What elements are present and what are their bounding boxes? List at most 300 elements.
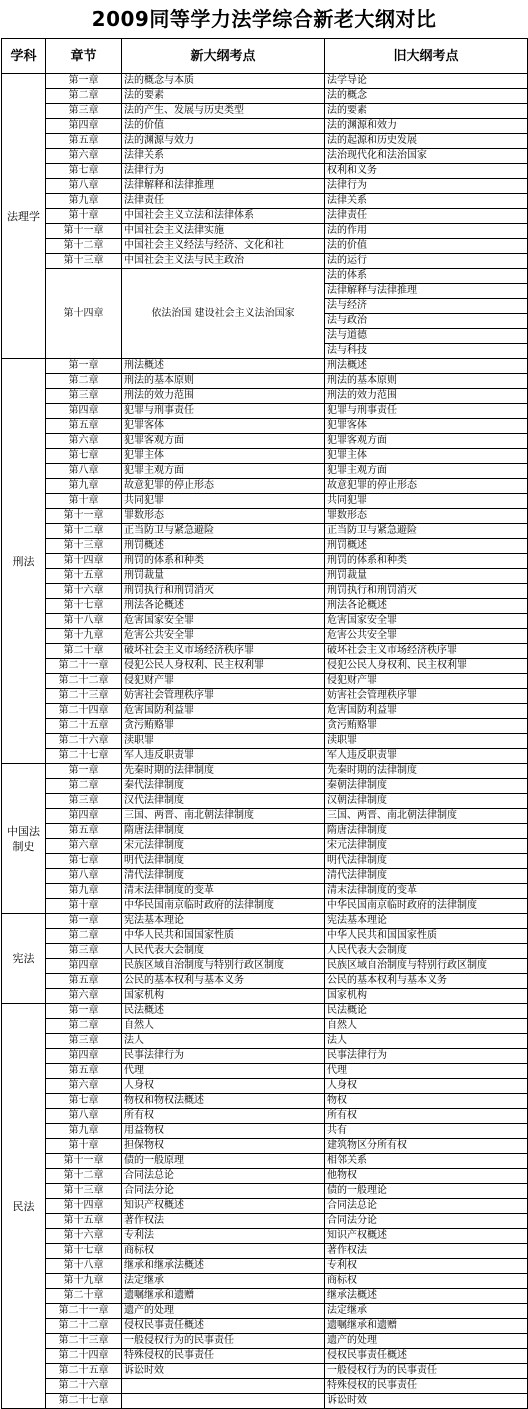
chapter-cell: 第九章: [46, 1124, 122, 1139]
old-outline-cell: 妨害社会管理秩序罪: [325, 689, 528, 704]
chapter-cell: 第六章: [46, 1079, 122, 1094]
new-outline-cell: 法人: [122, 1034, 325, 1049]
table-row: [2, 1274, 528, 1289]
chapter-cell: 第十四章: [46, 269, 122, 359]
header-old-outline: 旧大纲考点: [325, 39, 528, 74]
chapter-cell: 第二章: [46, 89, 122, 104]
old-outline-cell: 刑法各论概述: [325, 599, 528, 614]
new-outline-cell: 特殊侵权的民事责任: [122, 1349, 325, 1364]
old-outline-cell: 刑罚概述: [325, 539, 528, 554]
old-outline-cell: 法的运行: [325, 254, 528, 269]
old-outline-cell: 法的起源和历史发展: [325, 134, 528, 149]
new-outline-cell: 犯罪客观方面: [122, 434, 325, 449]
new-outline-cell: 刑法的基本原则: [122, 374, 325, 389]
old-outline-cell: 特殊侵权的民事责任: [325, 1379, 528, 1394]
chapter-cell: 第八章: [46, 869, 122, 884]
table-row: [2, 599, 528, 614]
table-row: [2, 794, 528, 809]
old-outline-cell: 刑法概述: [325, 359, 528, 374]
chapter-cell: 第十章: [46, 1139, 122, 1154]
chapter-cell: 第二章: [46, 1019, 122, 1034]
old-outline-cell: 先秦时期的法律制度: [325, 764, 528, 779]
old-outline-cell: 商标权: [325, 1274, 528, 1289]
chapter-cell: 第九章: [46, 479, 122, 494]
new-outline-cell: 代理: [122, 1064, 325, 1079]
table-row: [2, 449, 528, 464]
new-outline-cell: 侵犯公民人身权利、民主权利罪: [122, 659, 325, 674]
chapter-cell: 第三章: [46, 794, 122, 809]
chapter-cell: 第六章: [46, 434, 122, 449]
table-row: [2, 134, 528, 149]
new-outline-cell: 商标权: [122, 1244, 325, 1259]
new-outline-cell: 隋唐法律制度: [122, 824, 325, 839]
table-row: [2, 824, 528, 839]
old-outline-cell: 侵权民事责任概述: [325, 1349, 528, 1364]
new-outline-cell: 刑法概述: [122, 359, 325, 374]
new-outline-cell: 军人违反职责罪: [122, 749, 325, 764]
old-outline-cell: 人身权: [325, 1079, 528, 1094]
table-row: [2, 359, 528, 374]
table-row: [2, 1349, 528, 1364]
table-row: [2, 479, 528, 494]
table-row: [2, 779, 528, 794]
new-outline-cell: 民事法律行为: [122, 1049, 325, 1064]
new-outline-cell: 依法治国 建设社会主义法治国家: [122, 269, 325, 359]
old-outline-cell: 法的作用: [325, 224, 528, 239]
header-subject: 学科: [2, 39, 46, 74]
new-outline-cell: 中国社会主义立法和法律体系: [122, 209, 325, 224]
old-outline-cell: 刑罚执行和刑罚消灭: [325, 584, 528, 599]
chapter-cell: 第十一章: [46, 1154, 122, 1169]
new-outline-cell: 犯罪与刑事责任: [122, 404, 325, 419]
new-outline-cell: 犯罪客体: [122, 419, 325, 434]
header-new-outline: 新大纲考点: [122, 39, 325, 74]
table-row: [2, 1049, 528, 1064]
table-row: [2, 389, 528, 404]
new-outline-cell: 共同犯罪: [122, 494, 325, 509]
old-outline-cell: 犯罪主观方面: [325, 464, 528, 479]
table-row: [2, 374, 528, 389]
table-row: [2, 1214, 528, 1229]
old-outline-cell: 清代法律制度: [325, 869, 528, 884]
chapter-cell: 第一章: [46, 74, 122, 89]
table-row: [2, 434, 528, 449]
new-outline-cell: 法律关系: [122, 149, 325, 164]
new-outline-cell: 刑罚裁量: [122, 569, 325, 584]
old-outline-cell: 合同法分论: [325, 1214, 528, 1229]
new-outline-cell: 法的价值: [122, 119, 325, 134]
chapter-cell: 第五章: [46, 419, 122, 434]
chapter-cell: 第二十章: [46, 644, 122, 659]
table-row: [2, 1334, 528, 1349]
chapter-cell: 第五章: [46, 1064, 122, 1079]
old-outline-cell: 中华人民共和国国家性质: [325, 929, 528, 944]
old-outline-cell: 民族区域自治制度与特别行政区制度: [325, 959, 528, 974]
table-row: [2, 944, 528, 959]
old-outline-cell: 法律责任: [325, 209, 528, 224]
chapter-cell: 第十四章: [46, 554, 122, 569]
table-row: [2, 614, 528, 629]
table-row: [2, 89, 528, 104]
new-outline-cell: 刑罚执行和刑罚消灭: [122, 584, 325, 599]
table-row: [2, 524, 528, 539]
subject-cell: 宪法: [2, 914, 46, 1004]
new-outline-cell: 所有权: [122, 1109, 325, 1124]
table-row: [2, 689, 528, 704]
table-row: [2, 1109, 528, 1124]
table-row: [2, 1094, 528, 1109]
table-row: [2, 494, 528, 509]
chapter-cell: 第九章: [46, 884, 122, 899]
new-outline-cell: 中国社会主义法与民主政治: [122, 254, 325, 269]
chapter-cell: 第七章: [46, 854, 122, 869]
table-row: [2, 74, 528, 89]
table-row: [2, 179, 528, 194]
old-outline-cell: 隋唐法律制度: [325, 824, 528, 839]
old-outline-cell: 物权: [325, 1094, 528, 1109]
new-outline-cell: 法的概念与本质: [122, 74, 325, 89]
new-outline-cell: 破坏社会主义市场经济秩序罪: [122, 644, 325, 659]
new-outline-cell: 清代法律制度: [122, 869, 325, 884]
table-row: [2, 659, 528, 674]
chapter-cell: 第十三章: [46, 1184, 122, 1199]
table-row: [2, 764, 528, 779]
subject-cell: 法理学: [2, 74, 46, 359]
table-row: [2, 254, 528, 269]
old-outline-cell: 诉讼时效: [325, 1394, 528, 1409]
table-row: [2, 509, 528, 524]
table-row: [2, 1259, 528, 1274]
new-outline-cell: 三国、两晋、南北朝法律制度: [122, 809, 325, 824]
table-row: [2, 209, 528, 224]
table-row: [2, 809, 528, 824]
table-row: [2, 1124, 528, 1139]
old-outline-cell: 明代法律制度: [325, 854, 528, 869]
table-row: [2, 734, 528, 749]
new-outline-cell: 刑罚的体系和种类: [122, 554, 325, 569]
old-outline-cell: 民法概论: [325, 1004, 528, 1019]
table-row: [2, 959, 528, 974]
chapter-cell: 第四章: [46, 959, 122, 974]
chapter-cell: 第十二章: [46, 239, 122, 254]
table-row: [2, 1139, 528, 1154]
old-outline-cell: 刑法的效力范围: [325, 389, 528, 404]
chapter-cell: 第四章: [46, 119, 122, 134]
old-outline-cell: 著作权法: [325, 1244, 528, 1259]
old-outline-cell: 民事法律行为: [325, 1049, 528, 1064]
chapter-cell: 第十一章: [46, 509, 122, 524]
chapter-cell: 第二十四章: [46, 704, 122, 719]
chapter-cell: 第十章: [46, 494, 122, 509]
chapter-cell: 第三章: [46, 1034, 122, 1049]
table-row: [2, 1364, 528, 1379]
chapter-cell: 第九章: [46, 194, 122, 209]
old-outline-cell: 国家机构: [325, 989, 528, 1004]
old-outline-cell: 所有权: [325, 1109, 528, 1124]
new-outline-cell: 遗产的处理: [122, 1304, 325, 1319]
old-outline-cell: 三国、两晋、南北朝法律制度: [325, 809, 528, 824]
new-outline-cell: 一般侵权行为的民事责任: [122, 1334, 325, 1349]
old-outline-cell: 法律关系: [325, 194, 528, 209]
old-outline-cell: 宋元法律制度: [325, 839, 528, 854]
table-row: [2, 1154, 528, 1169]
old-outline-cell: 正当防卫与紧急避险: [325, 524, 528, 539]
chapter-cell: 第四章: [46, 404, 122, 419]
table-row: [2, 719, 528, 734]
table-row: [2, 104, 528, 119]
table-row: [2, 164, 528, 179]
table-row: [2, 419, 528, 434]
table-row: [2, 1034, 528, 1049]
old-outline-cell: 渎职罪: [325, 734, 528, 749]
chapter-cell: 第二十七章: [46, 1394, 122, 1409]
table-row: [2, 914, 528, 929]
old-outline-cell: 危害公共安全罪: [325, 629, 528, 644]
old-outline-cell: 危害国家安全罪: [325, 614, 528, 629]
new-outline-cell: 债的一般原理: [122, 1154, 325, 1169]
table-row: [2, 539, 528, 554]
new-outline-cell: 危害国家安全罪: [122, 614, 325, 629]
new-outline-cell: 国家机构: [122, 989, 325, 1004]
old-outline-cell: 法律解释与法律推理: [325, 284, 528, 299]
new-outline-cell: [122, 1394, 325, 1409]
chapter-cell: 第十七章: [46, 1244, 122, 1259]
table-row: [2, 749, 528, 764]
chapter-cell: 第二十三章: [46, 689, 122, 704]
old-outline-cell: 犯罪与刑事责任: [325, 404, 528, 419]
subject-cell: 中国法制史: [2, 764, 46, 914]
new-outline-cell: 中国社会主义法律实施: [122, 224, 325, 239]
old-outline-cell: 清末法律制度的变革: [325, 884, 528, 899]
old-outline-cell: 法与科技: [325, 344, 528, 359]
chapter-cell: 第二十五章: [46, 719, 122, 734]
chapter-cell: 第七章: [46, 449, 122, 464]
chapter-cell: 第五章: [46, 974, 122, 989]
chapter-cell: 第一章: [46, 914, 122, 929]
old-outline-cell: 犯罪主体: [325, 449, 528, 464]
chapter-cell: 第八章: [46, 179, 122, 194]
old-outline-cell: 人民代表大会制度: [325, 944, 528, 959]
table-row: [2, 404, 528, 419]
chapter-cell: 第十章: [46, 209, 122, 224]
new-outline-cell: 犯罪主观方面: [122, 464, 325, 479]
old-outline-cell: 相邻关系: [325, 1154, 528, 1169]
old-outline-cell: 秦朝法律制度: [325, 779, 528, 794]
new-outline-cell: 知识产权概述: [122, 1199, 325, 1214]
chapter-cell: 第八章: [46, 1109, 122, 1124]
old-outline-cell: 法的渊源和效力: [325, 119, 528, 134]
chapter-cell: 第二十六章: [46, 1379, 122, 1394]
old-outline-cell: 刑罚的体系和种类: [325, 554, 528, 569]
new-outline-cell: 宪法基本理论: [122, 914, 325, 929]
table-row: [2, 869, 528, 884]
chapter-cell: 第一章: [46, 1004, 122, 1019]
chapter-cell: 第四章: [46, 809, 122, 824]
new-outline-cell: 刑法各论概述: [122, 599, 325, 614]
old-outline-cell: 代理: [325, 1064, 528, 1079]
chapter-cell: 第二章: [46, 779, 122, 794]
old-outline-cell: 法定继承: [325, 1304, 528, 1319]
new-outline-cell: [122, 1379, 325, 1394]
chapter-cell: 第十六章: [46, 1229, 122, 1244]
chapter-cell: 第二十二章: [46, 1319, 122, 1334]
chapter-cell: 第六章: [46, 989, 122, 1004]
chapter-cell: 第十四章: [46, 1199, 122, 1214]
chapter-cell: 第十七章: [46, 599, 122, 614]
table-row: [2, 464, 528, 479]
chapter-cell: 第二十四章: [46, 1349, 122, 1364]
old-outline-cell: 一般侵权行为的民事责任: [325, 1364, 528, 1379]
old-outline-cell: 故意犯罪的停止形态: [325, 479, 528, 494]
table-row: [2, 569, 528, 584]
header-chapter: 章节: [46, 39, 122, 74]
table-row: [2, 1319, 528, 1334]
table-row: [2, 1169, 528, 1184]
chapter-cell: 第十九章: [46, 1274, 122, 1289]
table-row: [2, 629, 528, 644]
table-row: [2, 1394, 528, 1409]
old-outline-cell: 继承法概述: [325, 1289, 528, 1304]
chapter-cell: 第十三章: [46, 539, 122, 554]
new-outline-cell: 渎职罪: [122, 734, 325, 749]
new-outline-cell: 中华民国南京临时政府的法律制度: [122, 899, 325, 914]
table-row: [2, 1064, 528, 1079]
table-row: [2, 554, 528, 569]
new-outline-cell: 贪污贿赂罪: [122, 719, 325, 734]
new-outline-cell: 著作权法: [122, 1214, 325, 1229]
new-outline-cell: 法律解释和法律推理: [122, 179, 325, 194]
chapter-cell: 第十一章: [46, 224, 122, 239]
old-outline-cell: 贪污贿赂罪: [325, 719, 528, 734]
new-outline-cell: 法的渊源与效力: [122, 134, 325, 149]
new-outline-cell: 秦代法律制度: [122, 779, 325, 794]
old-outline-cell: 法人: [325, 1034, 528, 1049]
old-outline-cell: 共有: [325, 1124, 528, 1139]
table-row: [2, 989, 528, 1004]
table-row: [2, 674, 528, 689]
new-outline-cell: 正当防卫与紧急避险: [122, 524, 325, 539]
chapter-cell: 第三章: [46, 104, 122, 119]
old-outline-cell: 危害国防利益罪: [325, 704, 528, 719]
table-body: [2, 74, 528, 1409]
old-outline-cell: 权利和义务: [325, 164, 528, 179]
chapter-cell: 第十章: [46, 899, 122, 914]
chapter-cell: 第七章: [46, 164, 122, 179]
table-row: [2, 269, 528, 284]
old-outline-cell: 知识产权概述: [325, 1229, 528, 1244]
chapter-cell: 第五章: [46, 134, 122, 149]
chapter-cell: 第十三章: [46, 254, 122, 269]
chapter-cell: 第一章: [46, 359, 122, 374]
old-outline-cell: 破坏社会主义市场经济秩序罪: [325, 644, 528, 659]
chapter-cell: 第十九章: [46, 629, 122, 644]
chapter-cell: 第二十一章: [46, 1304, 122, 1319]
old-outline-cell: 法的要素: [325, 104, 528, 119]
chapter-cell: 第五章: [46, 824, 122, 839]
table-row: [2, 974, 528, 989]
new-outline-cell: 先秦时期的法律制度: [122, 764, 325, 779]
old-outline-cell: 宪法基本理论: [325, 914, 528, 929]
table-row: [2, 1004, 528, 1019]
old-outline-cell: 刑罚裁量: [325, 569, 528, 584]
new-outline-cell: 法定继承: [122, 1274, 325, 1289]
new-outline-cell: 中国社会主义经法与经济、文化和社: [122, 239, 325, 254]
chapter-cell: 第二十章: [46, 1289, 122, 1304]
old-outline-cell: 自然人: [325, 1019, 528, 1034]
chapter-cell: 第十五章: [46, 569, 122, 584]
new-outline-cell: 民法概述: [122, 1004, 325, 1019]
chapter-cell: 第二十五章: [46, 1364, 122, 1379]
old-outline-cell: 法与经济: [325, 299, 528, 314]
new-outline-cell: 法律行为: [122, 164, 325, 179]
table-row: [2, 644, 528, 659]
new-outline-cell: 明代法律制度: [122, 854, 325, 869]
new-outline-cell: 宋元法律制度: [122, 839, 325, 854]
new-outline-cell: 故意犯罪的停止形态: [122, 479, 325, 494]
table-row: [2, 1379, 528, 1394]
old-outline-cell: 共同犯罪: [325, 494, 528, 509]
new-outline-cell: 用益物权: [122, 1124, 325, 1139]
old-outline-cell: 建筑物区分所有权: [325, 1139, 528, 1154]
chapter-cell: 第八章: [46, 464, 122, 479]
table-row: [2, 1304, 528, 1319]
new-outline-cell: 犯罪主体: [122, 449, 325, 464]
table-row: [2, 1229, 528, 1244]
table-row: [2, 899, 528, 914]
page-title: 2009同等学力法学综合新老大纲对比: [91, 7, 437, 31]
table-row: [2, 239, 528, 254]
chapter-cell: 第二十三章: [46, 1334, 122, 1349]
chapter-cell: 第四章: [46, 1049, 122, 1064]
chapter-cell: 第十八章: [46, 1259, 122, 1274]
new-outline-cell: 专利法: [122, 1229, 325, 1244]
table-row: [2, 884, 528, 899]
table-row: [2, 1289, 528, 1304]
table-row: [2, 149, 528, 164]
old-outline-cell: 专利权: [325, 1259, 528, 1274]
chapter-cell: 第三章: [46, 944, 122, 959]
new-outline-cell: 罪数形态: [122, 509, 325, 524]
chapter-cell: 第三章: [46, 389, 122, 404]
chapter-cell: 第十二章: [46, 1169, 122, 1184]
chapter-cell: 第十五章: [46, 1214, 122, 1229]
header-row: [2, 39, 528, 74]
new-outline-cell: 危害国防利益罪: [122, 704, 325, 719]
new-outline-cell: 自然人: [122, 1019, 325, 1034]
new-outline-cell: 合同法总论: [122, 1169, 325, 1184]
subject-cell: 刑法: [2, 359, 46, 764]
old-outline-cell: 遗产的处理: [325, 1334, 528, 1349]
new-outline-cell: 刑罚概述: [122, 539, 325, 554]
old-outline-cell: 侵犯财产罪: [325, 674, 528, 689]
new-outline-cell: 侵权民事责任概述: [122, 1319, 325, 1334]
old-outline-cell: 军人违反职责罪: [325, 749, 528, 764]
chapter-cell: 第二十二章: [46, 674, 122, 689]
new-outline-cell: 继承和继承法概述: [122, 1259, 325, 1274]
new-outline-cell: 担保物权: [122, 1139, 325, 1154]
chapter-cell: 第十二章: [46, 524, 122, 539]
new-outline-cell: 合同法分论: [122, 1184, 325, 1199]
subject-cell: 民法: [2, 1004, 46, 1409]
old-outline-cell: 法的概念: [325, 89, 528, 104]
new-outline-cell: 清末法律制度的变革: [122, 884, 325, 899]
chapter-cell: 第二章: [46, 929, 122, 944]
table-row: [2, 1019, 528, 1034]
new-outline-cell: 物权和物权法概述: [122, 1094, 325, 1109]
table-row: [2, 224, 528, 239]
old-outline-cell: 侵犯公民人身权利、民主权利罪: [325, 659, 528, 674]
chapter-cell: 第二十六章: [46, 734, 122, 749]
